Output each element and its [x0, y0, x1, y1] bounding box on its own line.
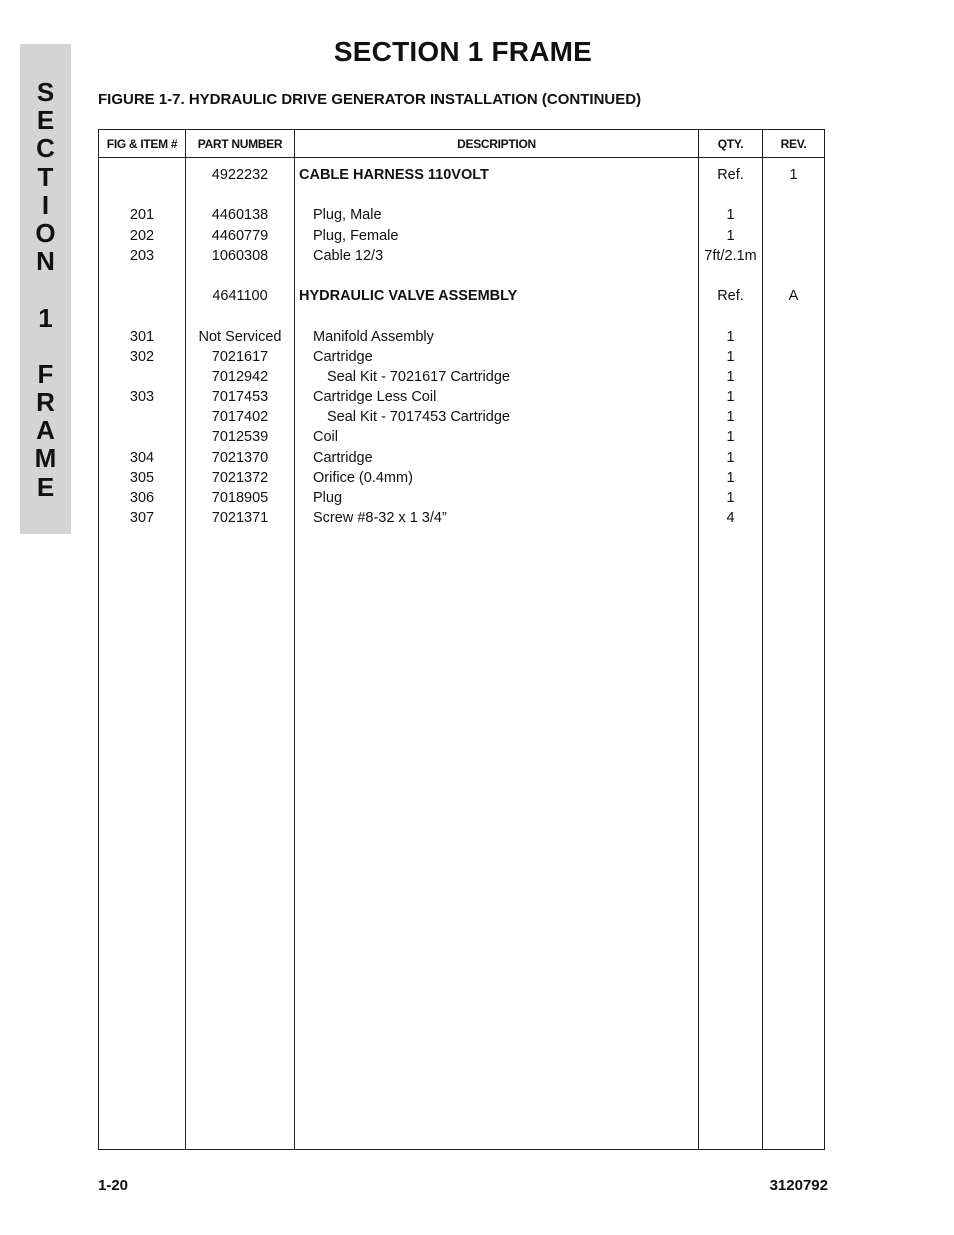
part-number-cell: 7017453	[211, 389, 269, 406]
side-tab-letter: E	[36, 471, 55, 502]
part-number-cell: 1060308	[211, 247, 269, 264]
side-tab-letter: F	[37, 358, 54, 389]
quantity-cell: 1	[726, 227, 735, 244]
fig-item-cell	[99, 427, 185, 447]
part-number-cell: Not Serviced	[198, 328, 282, 345]
document-number: 3120792	[769, 1177, 828, 1194]
revision-cell	[763, 508, 824, 528]
quantity-cell: 7ft/2.1m	[704, 247, 757, 264]
column-fig-item	[99, 158, 186, 1150]
description-cell: Cartridge	[313, 449, 373, 466]
quantity-cell: Ref.	[717, 167, 744, 183]
part-number-cell	[186, 266, 294, 286]
side-tab-letter: M	[34, 443, 57, 474]
side-tab-letter: A	[36, 415, 55, 446]
side-tab-letter: S	[36, 77, 55, 107]
description-cell: Seal Kit - 7021617 Cartridge	[327, 368, 510, 385]
revision-cell	[763, 427, 824, 447]
fig-item-cell	[99, 286, 185, 306]
revision-cell	[763, 205, 824, 225]
quantity-cell: 1	[726, 328, 735, 345]
fig-item-cell	[99, 266, 185, 286]
fig-item-cell: 203	[129, 247, 155, 264]
revision-cell	[763, 306, 824, 326]
side-tab-letter: I	[41, 189, 50, 220]
fig-item-cell: 306	[129, 490, 155, 506]
revision-cell	[763, 246, 824, 266]
part-number-cell: 4922232	[211, 167, 269, 183]
side-tab-letters	[20, 78, 71, 501]
page-number: 1-20	[98, 1177, 129, 1194]
side-tab-letter: T	[37, 161, 54, 192]
revision-cell	[763, 387, 824, 407]
fig-item-cell	[99, 367, 185, 387]
page-title: SECTION 1 FRAME	[333, 36, 593, 67]
column-revision	[763, 158, 825, 1150]
revision-cell	[763, 347, 824, 367]
quantity-cell: 1	[726, 449, 735, 466]
quantity-cell: 1	[726, 389, 735, 406]
part-number-cell: 7017402	[211, 409, 269, 426]
revision-cell	[763, 468, 824, 488]
revision-cell	[763, 185, 824, 205]
quantity-cell: 1	[726, 429, 735, 446]
part-number-cell: 7021372	[211, 469, 269, 486]
description-cell: Plug, Female	[313, 227, 399, 244]
fig-item-cell: 304	[129, 449, 155, 466]
table-header-row	[99, 130, 825, 158]
quantity-cell	[699, 306, 762, 326]
description-cell: Seal Kit - 7017453 Cartridge	[327, 409, 510, 426]
fig-item-cell: 305	[129, 469, 155, 486]
revision-cell	[763, 407, 824, 427]
part-number-cell	[186, 185, 294, 205]
quantity-cell: 1	[726, 207, 735, 224]
part-number-cell: 7018905	[211, 490, 269, 506]
description-cell: Coil	[313, 429, 338, 446]
fig-item-cell	[99, 407, 185, 427]
fig-item-cell: 202	[129, 227, 155, 244]
part-number-cell: 7021371	[211, 510, 269, 527]
quantity-cell	[699, 266, 762, 286]
quantity-cell: 4	[726, 510, 735, 527]
revision-cell	[763, 266, 824, 286]
header-fig-item: FIG & ITEM #	[99, 130, 186, 158]
quantity-cell	[699, 185, 762, 205]
part-number-cell: 4641100	[212, 288, 268, 305]
revision-cell	[763, 226, 824, 246]
revision-cell	[763, 488, 824, 508]
part-number-cell: 7021370	[211, 449, 269, 466]
header-part-number: PART NUMBER	[186, 130, 295, 158]
side-tab-letter: R	[36, 387, 55, 418]
revision-cell: A	[788, 288, 799, 305]
description-cell	[295, 306, 698, 326]
description-cell: Plug, Male	[313, 207, 382, 224]
revision-cell	[763, 327, 824, 347]
fig-item-cell: 301	[129, 328, 155, 345]
quantity-cell: 1	[726, 348, 735, 365]
column-part-number	[186, 158, 295, 1150]
fig-item-cell: 302	[129, 348, 155, 365]
column-description	[295, 158, 699, 1150]
quantity-cell: 1	[726, 368, 735, 385]
revision-cell	[763, 367, 824, 387]
revision-cell: 1	[789, 167, 798, 183]
header-description: DESCRIPTION	[295, 130, 699, 158]
description-cell: Cartridge Less Coil	[313, 389, 437, 406]
description-cell: Cable 12/3	[313, 247, 384, 264]
quantity-cell: 1	[726, 490, 735, 506]
fig-item-cell: 307	[129, 510, 155, 527]
part-number-cell	[186, 306, 294, 326]
description-cell: Orifice (0.4mm)	[313, 469, 413, 486]
side-tab-letter: C	[36, 133, 55, 164]
header-revision: REV.	[763, 130, 825, 158]
description-cell: HYDRAULIC VALVE ASSEMBLY	[299, 288, 518, 305]
section-side-tab	[20, 44, 71, 534]
table-body-row	[99, 158, 825, 1150]
part-number-cell: 4460138	[211, 207, 269, 224]
side-tab-letter: N	[36, 246, 55, 277]
fig-item-cell	[99, 185, 185, 205]
part-number-cell: 7012942	[211, 368, 269, 385]
fig-item-cell: 303	[129, 389, 155, 406]
part-number-cell: 4460779	[211, 227, 269, 244]
description-cell: Cartridge	[313, 348, 373, 365]
side-tab-letter: 1	[38, 302, 53, 333]
quantity-cell: 1	[726, 469, 735, 486]
description-cell: Plug	[313, 490, 343, 506]
part-number-cell: 7021617	[211, 348, 269, 365]
fig-item-cell	[99, 165, 185, 185]
description-cell: Screw #8-32 x 1 3/4”	[313, 510, 447, 527]
revision-cell	[763, 448, 824, 468]
description-cell	[295, 266, 698, 286]
side-tab-letter: O	[35, 217, 56, 248]
description-cell: Manifold Assembly	[313, 328, 434, 345]
side-tab-letter: E	[36, 105, 55, 136]
part-number-cell: 7012539	[211, 429, 269, 446]
fig-item-cell	[99, 306, 185, 326]
description-cell: CABLE HARNESS 110VOLT	[299, 167, 489, 183]
quantity-cell: Ref.	[717, 288, 744, 305]
description-cell	[295, 185, 698, 205]
fig-item-cell: 201	[129, 207, 155, 224]
parts-table	[98, 129, 825, 1150]
quantity-cell: 1	[726, 409, 735, 426]
column-quantity	[699, 158, 763, 1150]
header-quantity: QTY.	[699, 130, 763, 158]
figure-title: FIGURE 1-7. HYDRAULIC DRIVE GENERATOR INSTALLATION (CONTINUED)	[98, 91, 642, 108]
